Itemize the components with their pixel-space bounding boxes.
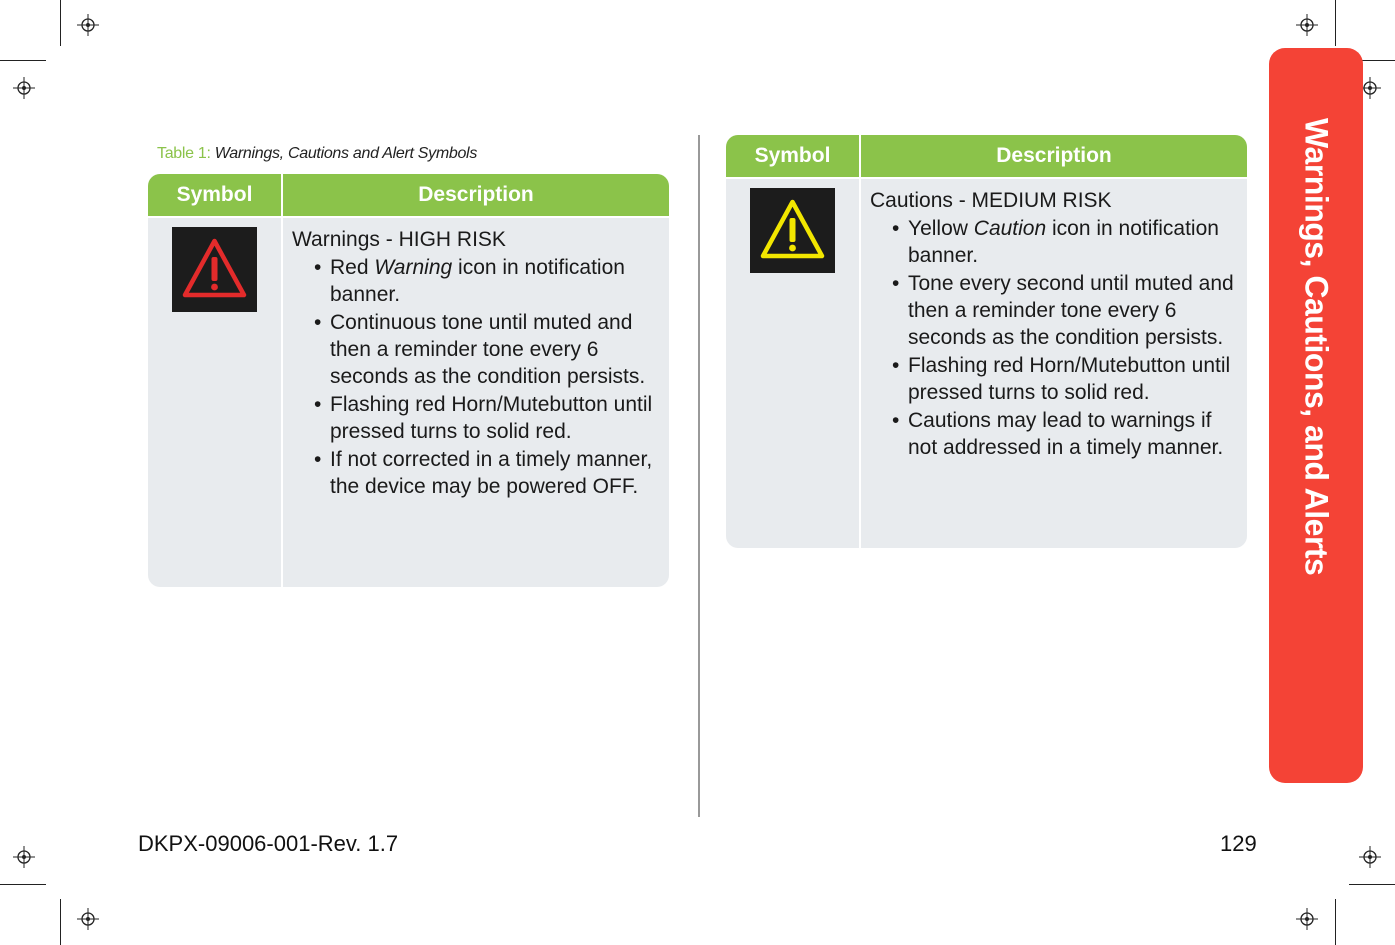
table-caption: [157, 145, 477, 163]
red-warning-triangle-icon: [172, 227, 257, 312]
registration-mark-icon: [77, 908, 99, 930]
registration-mark-icon: [1296, 14, 1318, 36]
crop-mark: [1335, 899, 1336, 945]
cautions-table: [726, 135, 1247, 548]
list-item: • Red Warning icon in notification banner.: [292, 254, 662, 308]
caption-title: Warnings, Cautions and Alert Symbols: [214, 145, 478, 162]
warnings-table: [148, 174, 669, 587]
list-item: • Continuous tone until muted and then a reminder tone every 6 seconds as the condition persists.: [292, 309, 662, 390]
yellow-caution-triangle-icon: [750, 188, 835, 273]
header-description: Description: [996, 144, 1112, 167]
registration-mark-icon: [77, 14, 99, 36]
header-divider: [148, 216, 669, 218]
document-id: DKPX-09006-001-Rev. 1.7: [138, 831, 399, 856]
section-tab-label: Warnings, Cautions, and Alerts: [1298, 118, 1335, 576]
page-number: 129: [1220, 831, 1257, 856]
column-divider: [859, 135, 861, 548]
list-item: • If not corrected in a timely manner, the device may be powered OFF.: [292, 446, 662, 500]
crop-mark: [0, 60, 46, 61]
registration-mark-icon: [1296, 908, 1318, 930]
cautions-description: [870, 187, 1240, 462]
list-item: • Cautions may lead to warnings if not addressed in a timely manner.: [870, 407, 1240, 461]
list-item: • Flashing red Horn/Mutebutton until pressed turns to solid red.: [292, 391, 662, 445]
table-header: [726, 135, 1247, 177]
crop-mark: [60, 0, 61, 46]
row-title: Warnings - HIGH RISK: [292, 228, 506, 251]
header-description: Description: [418, 183, 534, 206]
crop-mark: [60, 899, 61, 945]
warnings-description: [292, 226, 662, 501]
header-symbol: Symbol: [754, 144, 831, 167]
list-item: • Tone every second until muted and then a reminder tone every 6 seconds as the condition persists.: [870, 270, 1240, 351]
bullet-list: [870, 215, 1240, 461]
row-title: Cautions - MEDIUM RISK: [870, 189, 1112, 212]
registration-mark-icon: [13, 846, 35, 868]
crop-mark: [1349, 884, 1395, 885]
column-rule: [698, 135, 700, 817]
list-item: • Yellow Caution icon in notification banner.: [870, 215, 1240, 269]
registration-mark-icon: [1359, 846, 1381, 868]
header-divider: [726, 177, 1247, 179]
bullet-list: [292, 254, 662, 500]
table-header: [148, 174, 669, 216]
column-divider: [281, 174, 283, 587]
crop-mark: [0, 884, 46, 885]
registration-mark-icon: [13, 77, 35, 99]
crop-mark: [1335, 0, 1336, 46]
header-symbol: Symbol: [176, 183, 253, 206]
caption-label: Table 1:: [157, 145, 211, 162]
list-item: • Flashing red Horn/Mutebutton until pressed turns to solid red.: [870, 352, 1240, 406]
